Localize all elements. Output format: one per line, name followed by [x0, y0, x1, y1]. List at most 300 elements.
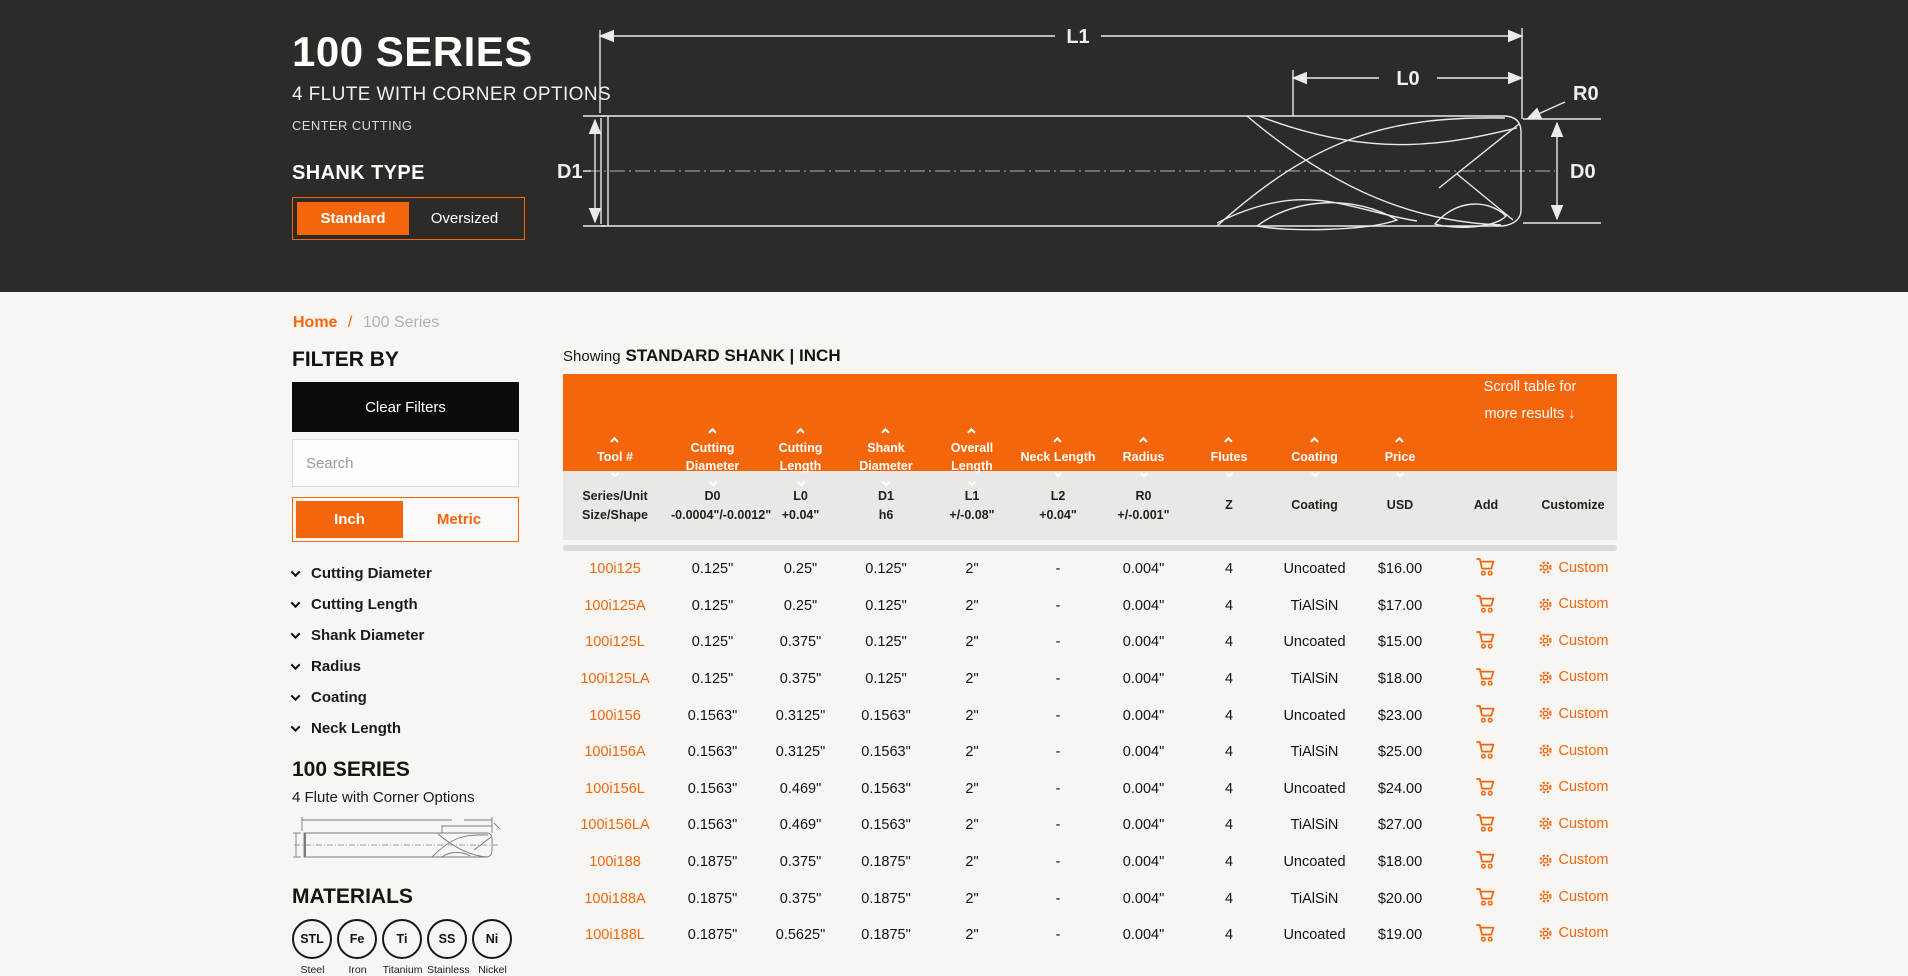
radius-value: 0.004"	[1122, 817, 1165, 834]
add-to-cart-button[interactable]	[1476, 667, 1497, 687]
radius-value: 0.004"	[1122, 854, 1165, 871]
chevron-down-icon	[291, 722, 301, 732]
cart-icon	[1476, 594, 1497, 614]
spec-cell: D1 h6	[878, 488, 894, 522]
sortable-column-header[interactable]	[563, 437, 667, 478]
customize-link[interactable]	[1538, 925, 1609, 941]
cutting-diameter-value: 0.125"	[691, 634, 734, 651]
customize-label: Custom	[1558, 815, 1609, 832]
flutes-value: 4	[1224, 780, 1234, 797]
gear-icon	[1538, 597, 1553, 612]
cutting-diameter-value: 0.125"	[691, 561, 734, 578]
customize-label: Custom	[1558, 779, 1609, 796]
neck-length-value: -	[1055, 817, 1061, 834]
cutting-diameter-value: 0.1875"	[687, 927, 738, 944]
tool-number-link[interactable]: 100i125A	[584, 597, 646, 614]
neck-length-value: -	[1055, 561, 1061, 578]
cart-icon	[1476, 813, 1497, 833]
gear-icon	[1538, 633, 1553, 648]
search-box	[292, 439, 519, 487]
cutting-length-value: 0.375"	[779, 671, 822, 688]
overall-length-value: 2"	[965, 780, 979, 797]
chevron-down-icon	[291, 660, 301, 670]
table-row	[563, 917, 1617, 954]
gear-icon	[1538, 743, 1553, 758]
cutting-length-value: 0.469"	[779, 780, 822, 797]
cutting-diameter-value: 0.125"	[691, 671, 734, 688]
cutting-diameter-value: 0.1563"	[687, 744, 738, 761]
hero-banner	[0, 0, 1908, 292]
sortable-column-header[interactable]	[758, 428, 843, 487]
customize-label: Custom	[1558, 559, 1609, 576]
sort-descending-icon[interactable]	[968, 479, 976, 487]
material-item	[427, 919, 468, 976]
shank-diameter-value: 0.1875"	[861, 890, 911, 907]
tool-number-link[interactable]: 100i156A	[584, 744, 646, 761]
customize-link[interactable]	[1538, 779, 1609, 795]
cutting-length-value: 0.3125"	[775, 744, 826, 761]
dim-d0-label: D0	[1570, 161, 1596, 183]
cutting-diameter-value: 0.1875"	[687, 854, 738, 871]
shank-diameter-value: 0.1563"	[861, 707, 911, 724]
tool-number-link[interactable]: 100i156L	[585, 780, 645, 797]
add-to-cart-button[interactable]	[1476, 777, 1497, 797]
flutes-value: 4	[1224, 927, 1234, 944]
materials-row	[292, 919, 519, 976]
table-row	[563, 661, 1617, 698]
sortable-column-header[interactable]	[667, 428, 758, 487]
cutting-diameter-value: 0.125"	[691, 597, 734, 614]
cart-icon	[1476, 704, 1497, 724]
customize-label: Custom	[1558, 669, 1609, 686]
radius-value: 0.004"	[1122, 634, 1165, 651]
flutes-value: 4	[1224, 597, 1234, 614]
spec-cell: Z	[1225, 498, 1233, 513]
shank-diameter-value: 0.125"	[865, 561, 907, 578]
flutes-value: 4	[1224, 854, 1234, 871]
customize-link[interactable]	[1538, 560, 1609, 576]
sortable-column-header[interactable]	[929, 428, 1015, 487]
tool-number-link[interactable]: 100i156LA	[580, 817, 650, 834]
sort-ascending-icon[interactable]	[1054, 437, 1062, 445]
neck-length-value: -	[1055, 890, 1061, 907]
tool-number-link[interactable]: 100i125	[589, 561, 641, 578]
price-value: $27.00	[1377, 817, 1423, 834]
overall-length-value: 2"	[965, 707, 979, 724]
series-thumbnail-drawing	[292, 815, 510, 865]
column-header-label: Coating	[1291, 450, 1338, 465]
customize-label: Custom	[1558, 742, 1609, 759]
tool-number-link[interactable]: 100i125L	[585, 634, 645, 651]
radius-value: 0.004"	[1122, 927, 1165, 944]
add-to-cart-button[interactable]	[1476, 887, 1497, 907]
column-header-label: Radius	[1122, 450, 1165, 465]
unit-metric-button[interactable]: Metric	[436, 511, 482, 528]
coating-value: TiAlSiN	[1290, 890, 1339, 907]
showing-prefix: Showing	[563, 348, 621, 365]
center-cutting-tag: CENTER CUTTING	[292, 118, 413, 134]
table-sort-header	[563, 374, 1617, 474]
neck-length-value: -	[1055, 597, 1061, 614]
page-title: 100 SERIES	[292, 28, 533, 75]
flutes-value: 4	[1224, 561, 1234, 578]
results-table-area	[563, 346, 1617, 954]
material-label: Titanium	[382, 964, 423, 976]
customize-link[interactable]	[1538, 596, 1609, 612]
column-header-label: Tool #	[597, 450, 633, 465]
cart-icon	[1476, 630, 1497, 650]
spec-cell: D0 -0.0004"/-0.0012"	[671, 488, 772, 522]
table-row	[563, 588, 1617, 625]
spec-cell: L2 +0.04"	[1039, 488, 1077, 522]
dim-l0-label: L0	[1396, 68, 1420, 90]
add-to-cart-button[interactable]	[1476, 923, 1497, 943]
radius-value: 0.004"	[1122, 780, 1165, 797]
dim-d1-label: D1	[557, 161, 583, 183]
add-to-cart-button[interactable]	[1476, 557, 1497, 577]
sort-descending-icon[interactable]	[1054, 470, 1062, 478]
cutting-diameter-value: 0.1563"	[687, 707, 738, 724]
material-item	[337, 919, 378, 976]
scroll-note: Scroll table for more results ↓	[1483, 379, 1577, 422]
add-to-cart-button[interactable]	[1476, 704, 1497, 724]
price-value: $17.00	[1377, 597, 1423, 614]
coating-value: TiAlSiN	[1290, 817, 1339, 834]
sortable-column-header[interactable]	[1272, 437, 1357, 478]
shank-diameter-value: 0.1563"	[861, 744, 911, 761]
shank-diameter-value: 0.1875"	[861, 854, 911, 871]
sortable-column-header[interactable]	[843, 428, 929, 487]
overall-length-value: 2"	[965, 597, 979, 614]
cutting-length-value: 0.375"	[779, 634, 822, 651]
unit-toggle	[292, 497, 519, 542]
shank-diameter-value: 0.125"	[865, 634, 907, 651]
shank-diameter-value: 0.1875"	[861, 927, 911, 944]
cart-icon	[1476, 777, 1497, 797]
material-symbol-icon: Fe	[337, 919, 377, 959]
cutting-length-value: 0.375"	[779, 854, 822, 871]
neck-length-value: -	[1055, 671, 1061, 688]
filter-category-label: Radius	[311, 658, 362, 675]
sort-ascending-icon[interactable]	[1311, 437, 1319, 445]
filter-category-label: Cutting Diameter	[311, 565, 432, 582]
cutting-length-value: 0.25"	[783, 597, 818, 614]
customize-label: Custom	[1558, 888, 1609, 905]
gear-icon	[1538, 926, 1553, 941]
filter-category-item[interactable]	[292, 682, 519, 713]
spec-cell: L0 +0.04"	[781, 488, 820, 522]
shank-diameter-value: 0.125"	[865, 597, 907, 614]
material-label: Iron	[348, 964, 367, 976]
add-to-cart-button[interactable]	[1476, 594, 1497, 614]
add-to-cart-button[interactable]	[1476, 630, 1497, 650]
sortable-column-header[interactable]	[1357, 437, 1443, 478]
overall-length-value: 2"	[965, 634, 979, 651]
cart-icon	[1476, 850, 1497, 870]
price-value: $18.00	[1377, 854, 1423, 871]
overall-length-value: 2"	[965, 927, 979, 944]
material-item	[292, 919, 333, 976]
neck-length-value: -	[1055, 854, 1061, 871]
price-value: $23.00	[1377, 707, 1423, 724]
filter-sidebar	[292, 348, 519, 976]
coating-value: Uncoated	[1283, 707, 1346, 724]
flutes-value: 4	[1224, 744, 1234, 761]
gear-icon	[1538, 560, 1553, 575]
radius-value: 0.004"	[1122, 561, 1165, 578]
material-symbol-icon: SS	[427, 919, 467, 959]
flutes-value: 4	[1224, 817, 1234, 834]
table-row	[563, 624, 1617, 661]
price-value: $18.00	[1377, 671, 1423, 688]
table-row	[563, 771, 1617, 808]
customize-link[interactable]	[1538, 633, 1609, 649]
material-label: Steel	[300, 964, 325, 976]
table-body	[563, 551, 1617, 954]
radius-value: 0.004"	[1122, 597, 1165, 614]
material-symbol-icon: Ti	[382, 919, 422, 959]
table-row	[563, 734, 1617, 771]
price-value: $15.00	[1377, 634, 1423, 651]
shank-diameter-value: 0.1563"	[861, 817, 911, 834]
gear-icon	[1538, 853, 1553, 868]
price-value: $25.00	[1377, 744, 1423, 761]
cutting-diameter-value: 0.1563"	[687, 780, 738, 797]
filter-category-label: Neck Length	[311, 720, 402, 737]
showing-value: STANDARD SHANK | INCH	[625, 346, 841, 365]
coating-value: TiAlSiN	[1290, 597, 1339, 614]
shank-diameter-value: 0.125"	[865, 671, 907, 688]
radius-value: 0.004"	[1122, 890, 1165, 907]
cutting-length-value: 0.3125"	[775, 707, 826, 724]
flutes-value: 4	[1224, 890, 1234, 907]
chevron-down-icon	[291, 629, 301, 639]
table-row	[563, 551, 1617, 588]
overall-length-value: 2"	[965, 744, 979, 761]
customize-label: Custom	[1558, 632, 1609, 649]
cutting-diameter-value: 0.1875"	[687, 890, 738, 907]
chevron-down-icon	[291, 691, 301, 701]
tool-number-link[interactable]: 100i156	[589, 707, 641, 724]
sort-descending-icon[interactable]	[709, 479, 717, 487]
filter-category-item[interactable]	[292, 651, 519, 682]
spec-cell: Add	[1473, 498, 1499, 513]
gear-icon	[1538, 889, 1553, 904]
sort-ascending-icon[interactable]	[1140, 437, 1148, 445]
coating-value: Uncoated	[1283, 561, 1346, 578]
filter-category-item[interactable]	[292, 558, 519, 589]
cart-icon	[1476, 557, 1497, 577]
chevron-down-icon	[291, 598, 301, 608]
flutes-value: 4	[1224, 634, 1234, 651]
spec-cell: Customize	[1541, 498, 1605, 513]
price-value: $19.00	[1377, 927, 1423, 944]
overall-length-value: 2"	[965, 890, 979, 907]
sort-descending-icon[interactable]	[1311, 470, 1319, 478]
material-label: Nickel	[478, 964, 507, 976]
sortable-column-header[interactable]	[1015, 437, 1101, 478]
customize-label: Custom	[1558, 925, 1609, 942]
filter-list	[292, 558, 519, 744]
filter-by-heading: FILTER BY	[292, 348, 399, 371]
sort-descending-icon[interactable]	[882, 479, 890, 487]
table-row	[563, 697, 1617, 734]
overall-length-value: 2"	[965, 854, 979, 871]
add-to-cart-button[interactable]	[1476, 813, 1497, 833]
table-row	[563, 880, 1617, 917]
cart-icon	[1476, 923, 1497, 943]
gear-icon	[1538, 816, 1553, 831]
sort-descending-icon[interactable]	[1225, 470, 1233, 478]
cutting-length-value: 0.25"	[783, 561, 818, 578]
tool-number-link[interactable]: 100i188A	[584, 890, 646, 907]
price-value: $16.00	[1377, 561, 1423, 578]
material-item	[382, 919, 423, 976]
dim-l1-label: L1	[1066, 26, 1090, 48]
shank-type-toggle	[292, 197, 525, 240]
gear-icon	[1538, 780, 1553, 795]
table-row	[563, 807, 1617, 844]
customize-label: Custom	[1558, 852, 1609, 869]
customize-link[interactable]	[1538, 743, 1609, 759]
column-header-label: Price	[1384, 450, 1416, 465]
material-item	[472, 919, 513, 976]
neck-length-value: -	[1055, 634, 1061, 651]
radius-value: 0.004"	[1122, 707, 1165, 724]
sort-ascending-icon[interactable]	[1396, 437, 1404, 445]
customize-link[interactable]	[1538, 889, 1609, 905]
price-value: $20.00	[1377, 890, 1423, 907]
breadcrumb-separator: /	[347, 314, 353, 331]
customize-link[interactable]	[1538, 706, 1609, 722]
search-input[interactable]	[306, 455, 505, 472]
column-header-label: Cutting Diameter	[685, 441, 740, 474]
flutes-value: 4	[1224, 671, 1234, 688]
add-to-cart-button[interactable]	[1476, 740, 1497, 760]
cart-icon	[1476, 667, 1497, 687]
column-header-label: Flutes	[1210, 450, 1248, 465]
customize-link[interactable]	[1538, 816, 1609, 832]
customize-link[interactable]	[1538, 669, 1609, 685]
sort-ascending-icon[interactable]	[1225, 437, 1233, 445]
price-value: $24.00	[1377, 780, 1423, 797]
material-label: Stainless	[427, 964, 470, 976]
filter-category-label: Coating	[311, 689, 367, 706]
chevron-down-icon	[291, 567, 301, 577]
neck-length-value: -	[1055, 927, 1061, 944]
breadcrumb	[293, 314, 439, 332]
filter-category-item[interactable]	[292, 713, 519, 744]
column-header-label: Shank Diameter	[859, 441, 913, 474]
add-to-cart-button[interactable]	[1476, 850, 1497, 870]
tool-number-link[interactable]: 100i188L	[585, 927, 645, 944]
customize-link[interactable]	[1538, 852, 1609, 868]
gear-icon	[1538, 706, 1553, 721]
sort-descending-icon[interactable]	[797, 479, 805, 487]
table-row	[563, 844, 1617, 881]
tool-number-link[interactable]: 100i188	[589, 854, 641, 871]
sort-descending-icon[interactable]	[1396, 470, 1404, 478]
radius-value: 0.004"	[1122, 671, 1165, 688]
sort-ascending-icon[interactable]	[611, 437, 619, 445]
filter-category-label: Shank Diameter	[311, 627, 425, 644]
sort-ascending-icon[interactable]	[709, 428, 717, 436]
cart-icon	[1476, 740, 1497, 760]
material-symbol-icon: Ni	[472, 919, 512, 959]
customize-label: Custom	[1558, 596, 1609, 613]
column-header-label: Overall Length	[950, 441, 994, 474]
endmill-technical-drawing	[555, 20, 1615, 238]
filter-category-item[interactable]	[292, 620, 519, 651]
spec-cell: USD	[1386, 498, 1414, 513]
shank-standard-button[interactable]: Standard	[297, 202, 409, 235]
overall-length-value: 2"	[965, 817, 979, 834]
filter-category-item[interactable]	[292, 589, 519, 620]
spec-cell: L1 +/-0.08"	[949, 488, 995, 522]
coating-value: Uncoated	[1283, 780, 1346, 797]
unit-inch-button[interactable]: Inch	[296, 501, 403, 538]
cutting-length-value: 0.5625"	[775, 927, 826, 944]
tool-number-link[interactable]: 100i125LA	[580, 671, 650, 688]
breadcrumb-home-link[interactable]: Home	[293, 314, 338, 331]
page-subtitle: 4 FLUTE WITH CORNER OPTIONS	[292, 84, 612, 106]
sortable-column-header[interactable]	[1101, 437, 1186, 478]
column-header-label: Neck Length	[1020, 450, 1096, 465]
column-header-label: Cutting Length	[778, 441, 823, 474]
coating-value: Uncoated	[1283, 927, 1346, 944]
dim-r0-label: R0	[1573, 83, 1599, 105]
sort-ascending-icon[interactable]	[882, 428, 890, 436]
cart-icon	[1476, 887, 1497, 907]
clear-filters-button[interactable]: Clear Filters	[292, 382, 519, 432]
neck-length-value: -	[1055, 780, 1061, 797]
cutting-diameter-value: 0.1563"	[687, 817, 738, 834]
spec-cell: Coating	[1291, 498, 1338, 513]
sort-descending-icon[interactable]	[611, 470, 619, 478]
customize-label: Custom	[1558, 705, 1609, 722]
sort-descending-icon[interactable]	[1140, 470, 1148, 478]
cutting-length-value: 0.469"	[779, 817, 822, 834]
spec-cell: Series/Unit Size/Shape	[582, 488, 648, 522]
sort-ascending-icon[interactable]	[797, 428, 805, 436]
sidebar-series-title: 100 SERIES	[292, 758, 410, 781]
neck-length-value: -	[1055, 707, 1061, 724]
coating-value: TiAlSiN	[1290, 744, 1339, 761]
shank-oversized-button[interactable]: Oversized	[430, 210, 499, 228]
coating-value: Uncoated	[1283, 854, 1346, 871]
material-symbol-icon: STL	[292, 919, 332, 959]
overall-length-value: 2"	[965, 671, 979, 688]
showing-line	[563, 346, 1617, 366]
sort-ascending-icon[interactable]	[968, 428, 976, 436]
sortable-column-header[interactable]	[1186, 437, 1272, 478]
neck-length-value: -	[1055, 744, 1061, 761]
radius-value: 0.004"	[1122, 744, 1165, 761]
main-content	[0, 292, 1908, 976]
coating-value: TiAlSiN	[1290, 671, 1339, 688]
breadcrumb-current: 100 Series	[362, 314, 440, 331]
overall-length-value: 2"	[965, 561, 979, 578]
materials-heading: MATERIALS	[292, 885, 413, 908]
coating-value: Uncoated	[1283, 634, 1346, 651]
cutting-length-value: 0.375"	[779, 890, 822, 907]
shank-type-label: SHANK TYPE	[292, 162, 425, 185]
flutes-value: 4	[1224, 707, 1234, 724]
sidebar-series-subtitle: 4 Flute with Corner Options	[292, 789, 475, 806]
spec-cell: R0 +/-0.001"	[1117, 488, 1170, 522]
shank-diameter-value: 0.1563"	[861, 780, 911, 797]
filter-category-label: Cutting Length	[311, 596, 418, 613]
